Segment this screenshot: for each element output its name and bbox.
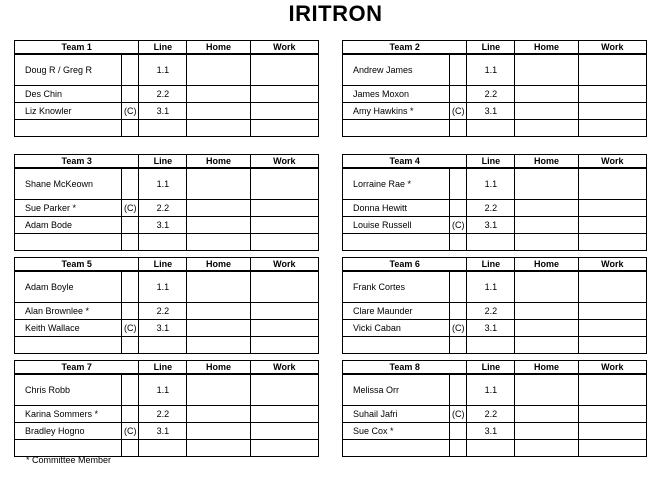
home-cell — [515, 422, 578, 439]
team-table — [342, 257, 647, 354]
captain-marker — [450, 54, 467, 85]
home-cell — [515, 302, 578, 319]
home-header: Home — [187, 41, 250, 55]
team-name-header: Team 1 — [15, 41, 139, 55]
captain-marker — [122, 168, 139, 199]
work-cell — [250, 199, 318, 216]
work-cell — [250, 119, 318, 136]
captain-marker: (C) — [122, 422, 139, 439]
home-cell — [515, 374, 578, 405]
line-header: Line — [139, 361, 187, 375]
work-cell — [578, 319, 646, 336]
line-number: 3.1 — [467, 319, 515, 336]
table-row — [15, 233, 319, 250]
captain-marker — [122, 233, 139, 250]
line-number — [467, 233, 515, 250]
line-number: 1.1 — [139, 54, 187, 85]
player-name: Karina Sommers * — [15, 405, 122, 422]
team-table — [14, 257, 319, 354]
line-number — [467, 439, 515, 456]
captain-marker — [450, 271, 467, 302]
team-table — [14, 40, 319, 137]
team-table — [342, 40, 647, 137]
captain-marker: (C) — [450, 102, 467, 119]
player-name — [15, 119, 122, 136]
line-number — [467, 336, 515, 353]
player-name: Vicki Caban — [343, 319, 450, 336]
home-cell — [515, 233, 578, 250]
line-number: 2.2 — [467, 199, 515, 216]
captain-marker — [450, 119, 467, 136]
work-cell — [250, 374, 318, 405]
player-name: Melissa Orr — [343, 374, 450, 405]
work-cell — [578, 233, 646, 250]
work-cell — [578, 54, 646, 85]
player-name: Andrew James — [343, 54, 450, 85]
work-header: Work — [250, 155, 318, 169]
work-cell — [578, 199, 646, 216]
line-number: 1.1 — [467, 374, 515, 405]
team-name-header: Team 7 — [15, 361, 139, 375]
team-name-header: Team 5 — [15, 258, 139, 272]
home-cell — [515, 168, 578, 199]
home-header: Home — [515, 361, 578, 375]
player-name: Lorraine Rae * — [343, 168, 450, 199]
home-cell — [515, 439, 578, 456]
player-name: Sue Parker * — [15, 199, 122, 216]
page-title: IRITRON — [288, 1, 383, 26]
player-name: Adam Bode — [15, 216, 122, 233]
work-header: Work — [578, 361, 646, 375]
team-table — [14, 154, 319, 251]
home-header: Home — [187, 155, 250, 169]
work-cell — [578, 374, 646, 405]
player-name: Chris Robb — [15, 374, 122, 405]
line-number: 2.2 — [467, 405, 515, 422]
home-header: Home — [515, 258, 578, 272]
captain-marker — [122, 54, 139, 85]
line-header: Line — [467, 41, 515, 55]
player-name: Bradley Hogno — [15, 422, 122, 439]
line-number: 1.1 — [139, 271, 187, 302]
line-number: 3.1 — [139, 102, 187, 119]
captain-marker — [122, 405, 139, 422]
footnote: * Committee Member — [26, 455, 112, 465]
captain-marker: (C) — [450, 405, 467, 422]
table-row — [343, 85, 647, 102]
player-name: Frank Cortes — [343, 271, 450, 302]
home-cell — [187, 336, 250, 353]
work-cell — [250, 233, 318, 250]
line-number: 1.1 — [467, 54, 515, 85]
line-number: 3.1 — [467, 102, 515, 119]
captain-marker — [450, 422, 467, 439]
work-cell — [578, 85, 646, 102]
line-number: 1.1 — [139, 168, 187, 199]
work-cell — [250, 405, 318, 422]
home-cell — [515, 319, 578, 336]
work-cell — [250, 302, 318, 319]
home-cell — [187, 216, 250, 233]
player-name — [15, 439, 122, 456]
work-cell — [250, 422, 318, 439]
home-cell — [187, 85, 250, 102]
home-cell — [187, 319, 250, 336]
captain-marker: (C) — [122, 102, 139, 119]
work-cell — [578, 336, 646, 353]
table-row — [343, 302, 647, 319]
work-cell — [250, 102, 318, 119]
home-cell — [187, 405, 250, 422]
player-name: James Moxon — [343, 85, 450, 102]
team-name-header: Team 4 — [343, 155, 467, 169]
table-row — [343, 199, 647, 216]
line-number — [467, 119, 515, 136]
captain-marker: (C) — [122, 319, 139, 336]
player-name: Sue Cox * — [343, 422, 450, 439]
table-row — [15, 119, 319, 136]
table-row — [343, 271, 647, 302]
captain-marker — [122, 336, 139, 353]
team-name-header: Team 2 — [343, 41, 467, 55]
player-name: Doug R / Greg R — [15, 54, 122, 85]
table-row — [15, 336, 319, 353]
line-number: 2.2 — [467, 302, 515, 319]
home-header: Home — [515, 41, 578, 55]
captain-marker — [122, 302, 139, 319]
home-cell — [515, 336, 578, 353]
table-row — [15, 405, 319, 422]
player-name — [343, 119, 450, 136]
home-cell — [187, 439, 250, 456]
team-table — [14, 360, 319, 457]
line-number — [139, 233, 187, 250]
captain-marker — [122, 216, 139, 233]
captain-marker — [450, 85, 467, 102]
work-header: Work — [250, 361, 318, 375]
table-row — [343, 168, 647, 199]
work-cell — [250, 319, 318, 336]
table-row — [343, 405, 647, 422]
work-cell — [250, 168, 318, 199]
line-number: 2.2 — [139, 85, 187, 102]
table-row — [15, 102, 319, 119]
line-header: Line — [467, 361, 515, 375]
line-number: 2.2 — [139, 302, 187, 319]
home-header: Home — [187, 361, 250, 375]
home-cell — [187, 102, 250, 119]
team-name-header: Team 6 — [343, 258, 467, 272]
table-row — [343, 119, 647, 136]
work-header: Work — [578, 41, 646, 55]
home-cell — [187, 54, 250, 85]
home-cell — [187, 422, 250, 439]
table-row — [15, 439, 319, 456]
home-cell — [515, 199, 578, 216]
work-header: Work — [578, 258, 646, 272]
work-header: Work — [578, 155, 646, 169]
table-row — [15, 216, 319, 233]
work-cell — [250, 336, 318, 353]
captain-marker — [450, 233, 467, 250]
table-row — [343, 374, 647, 405]
table-row — [343, 102, 647, 119]
line-header: Line — [139, 41, 187, 55]
player-name — [343, 336, 450, 353]
home-header: Home — [515, 155, 578, 169]
captain-marker: (C) — [450, 216, 467, 233]
table-row — [15, 302, 319, 319]
captain-marker — [122, 119, 139, 136]
player-name: Suhail Jafri — [343, 405, 450, 422]
line-number: 3.1 — [139, 216, 187, 233]
home-cell — [515, 102, 578, 119]
line-number — [139, 119, 187, 136]
work-cell — [578, 439, 646, 456]
captain-marker — [450, 439, 467, 456]
player-name: Amy Hawkins * — [343, 102, 450, 119]
line-number — [139, 439, 187, 456]
work-cell — [578, 405, 646, 422]
home-cell — [515, 271, 578, 302]
line-number: 3.1 — [139, 422, 187, 439]
table-row — [15, 85, 319, 102]
table-row — [343, 439, 647, 456]
work-cell — [578, 102, 646, 119]
line-header: Line — [467, 155, 515, 169]
player-name: Keith Wallace — [15, 319, 122, 336]
home-cell — [515, 54, 578, 85]
work-cell — [578, 168, 646, 199]
line-header: Line — [139, 258, 187, 272]
player-name: Louise Russell — [343, 216, 450, 233]
line-header: Line — [139, 155, 187, 169]
work-cell — [578, 302, 646, 319]
captain-marker — [450, 302, 467, 319]
home-cell — [187, 119, 250, 136]
team-name-header: Team 8 — [343, 361, 467, 375]
team-name-header: Team 3 — [15, 155, 139, 169]
table-row — [343, 233, 647, 250]
captain-marker: (C) — [450, 319, 467, 336]
table-row — [343, 422, 647, 439]
line-number: 2.2 — [467, 85, 515, 102]
home-cell — [187, 168, 250, 199]
work-cell — [250, 85, 318, 102]
player-name — [15, 233, 122, 250]
home-cell — [515, 85, 578, 102]
table-row — [15, 374, 319, 405]
player-name: Shane McKeown — [15, 168, 122, 199]
table-row — [15, 199, 319, 216]
line-number: 3.1 — [467, 422, 515, 439]
player-name: Des Chin — [15, 85, 122, 102]
home-cell — [515, 216, 578, 233]
work-header: Work — [250, 258, 318, 272]
table-row — [15, 319, 319, 336]
player-name: Donna Hewitt — [343, 199, 450, 216]
captain-marker — [122, 439, 139, 456]
table-row — [15, 271, 319, 302]
line-number: 1.1 — [467, 271, 515, 302]
captain-marker — [450, 168, 467, 199]
captain-marker — [122, 374, 139, 405]
home-cell — [187, 199, 250, 216]
line-number: 3.1 — [467, 216, 515, 233]
work-cell — [250, 271, 318, 302]
table-row — [15, 54, 319, 85]
line-number: 2.2 — [139, 199, 187, 216]
captain-marker: (C) — [122, 199, 139, 216]
work-cell — [578, 216, 646, 233]
captain-marker — [450, 199, 467, 216]
line-number: 3.1 — [139, 319, 187, 336]
player-name — [343, 233, 450, 250]
table-row — [343, 54, 647, 85]
work-cell — [578, 119, 646, 136]
player-name: Clare Maunder — [343, 302, 450, 319]
captain-marker — [450, 374, 467, 405]
work-cell — [250, 54, 318, 85]
player-name — [343, 439, 450, 456]
work-cell — [578, 422, 646, 439]
table-row — [15, 168, 319, 199]
captain-marker — [450, 336, 467, 353]
home-cell — [187, 302, 250, 319]
work-cell — [250, 216, 318, 233]
table-row — [343, 336, 647, 353]
table-row — [343, 216, 647, 233]
work-header: Work — [250, 41, 318, 55]
line-number: 1.1 — [467, 168, 515, 199]
captain-marker — [122, 85, 139, 102]
player-name: Liz Knowler — [15, 102, 122, 119]
home-cell — [187, 374, 250, 405]
home-header: Home — [187, 258, 250, 272]
table-row — [343, 319, 647, 336]
player-name: Adam Boyle — [15, 271, 122, 302]
team-table — [342, 360, 647, 457]
line-number: 2.2 — [139, 405, 187, 422]
work-cell — [250, 439, 318, 456]
home-cell — [187, 233, 250, 250]
home-cell — [187, 271, 250, 302]
home-cell — [515, 119, 578, 136]
home-cell — [515, 405, 578, 422]
captain-marker — [122, 271, 139, 302]
line-number: 1.1 — [139, 374, 187, 405]
table-row — [15, 422, 319, 439]
line-number — [139, 336, 187, 353]
player-name: Alan Brownlee * — [15, 302, 122, 319]
player-name — [15, 336, 122, 353]
team-table — [342, 154, 647, 251]
work-cell — [578, 271, 646, 302]
line-header: Line — [467, 258, 515, 272]
